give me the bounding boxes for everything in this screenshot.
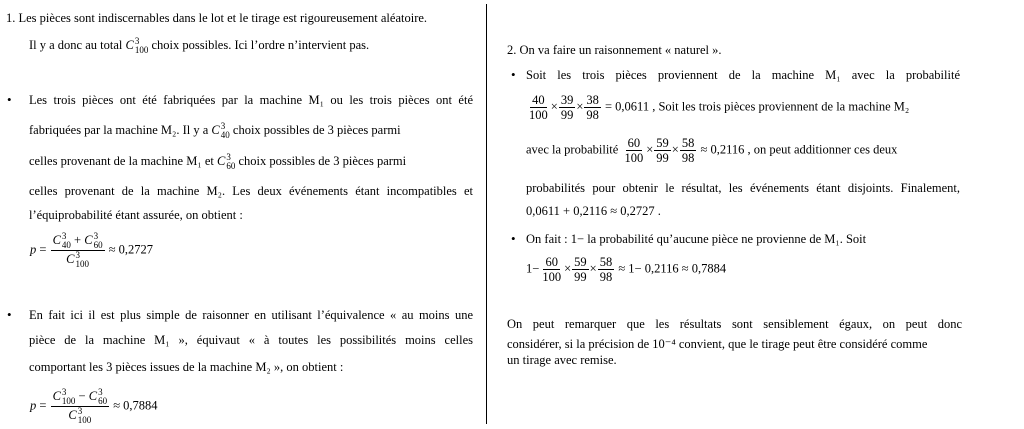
b1-line1: Les trois pièces ont été fabriquées par la machine M₁ ou les trois pièces ont été bbox=[29, 93, 473, 107]
b1-line2-b: choix possibles de 3 pièces parmi bbox=[232, 123, 401, 137]
b1-line3-b: choix possibles de 3 pièces parmi bbox=[238, 154, 407, 168]
rb1-line5: 0,0611 + 0,2116 ≈ 0,2727 . bbox=[526, 204, 661, 218]
eq1-result: ≈ 0,2727 bbox=[108, 242, 154, 257]
p1-line2-text-a: Il y a donc au total bbox=[29, 38, 123, 52]
rb1-line3-b: ≈ 0,2116 , on peut additionner ces deux bbox=[700, 142, 898, 157]
rb1-line4: probabilités pour obtenir le résultat, les événements étant disjoints. Finalement, bbox=[526, 181, 960, 195]
left-column bbox=[0, 0, 485, 429]
b1-line4: celles provenant de la machine M₂. Les deux événements étant incompatibles et bbox=[29, 184, 473, 198]
rb2-equation: 1− $\frac{60}{100}$ × $\frac{59}{99}$ × $\frac{58}{98}$ ≈ 1− 0,2116 ≈ 0,7884 bbox=[526, 255, 727, 284]
rb2-eq-tail: ≈ 1− 0,2116 ≈ 0,7884 bbox=[618, 261, 727, 276]
rb1-line1: Soit les trois pièces proviennent de la machine M₁ avec la probabilité bbox=[526, 68, 960, 82]
b2-line1: En fait ici il est plus simple de raisonner en utilisant l’équivalence « au moins une bbox=[29, 308, 473, 322]
rb2-line1: On fait : 1− la probabilité qu’aucune pièce ne provienne de M₁. Soit bbox=[526, 232, 867, 246]
bullet-dot: • bbox=[7, 307, 12, 322]
eq1-fraction: C 3 40 + C 3 60 C 3 100 bbox=[52, 231, 103, 269]
eq2-result: ≈ 0,7884 bbox=[113, 398, 158, 413]
comb-c40-3: C 3 40 bbox=[211, 121, 230, 141]
bullet-dot: • bbox=[511, 231, 516, 246]
b1-line2-a: fabriquées par la machine M₂. Il y a bbox=[29, 123, 209, 137]
column-divider bbox=[486, 4, 487, 424]
equation-2: p = C 3 100 − C 3 60 C 3 100 ≈ 0,7884 bbox=[30, 387, 158, 425]
conclusion-line3: un tirage avec remise. bbox=[507, 353, 617, 367]
b1-line3 bbox=[29, 153, 406, 171]
rb1-line3: avec la probabilité $\frac{60}{100}$ × $\frac{59}{99}$ × $\frac{58}{98}$ ≈ 0,2116 , on peut additionner ces deux bbox=[526, 136, 898, 165]
p1-line2-text-b: choix possibles. Ici l’ordre n’intervient pas. bbox=[151, 38, 370, 52]
b2-line2: pièce de la machine M₁ », équivaut « à toutes les possibilités moins celles bbox=[29, 333, 473, 347]
rb1-line2: $\frac{40}{100}$ × $\frac{39}{99}$ × $\frac{38}{98}$ = 0,0611 , Soit les trois pièces proviennent de la machine M₂ bbox=[529, 93, 910, 122]
rb2-eq-prefix: 1− bbox=[526, 261, 540, 276]
comb-c60-3: C 3 60 bbox=[216, 152, 236, 172]
comb-c100-3: C 3 100 bbox=[125, 36, 149, 56]
right-column bbox=[489, 0, 1024, 429]
p2-title: 2. On va faire un raisonnement « naturel ». bbox=[507, 43, 722, 57]
rb1-line3-a: avec la probabilité bbox=[526, 142, 619, 157]
bullet-dot: • bbox=[511, 67, 516, 82]
rb1-line2-tail: = 0,0611 , Soit les trois pièces proviennent de la machine M₂ bbox=[605, 99, 910, 114]
b2-line3: comportant les 3 pièces issues de la machine M₂ », on obtient : bbox=[29, 360, 344, 374]
b1-line2 bbox=[29, 122, 401, 140]
conclusion-line1: On peut remarquer que les résultats sont sensiblement égaux, on peut donc bbox=[507, 317, 962, 331]
p1-line1: 1. Les pièces sont indiscernables dans le lot et le tirage est rigoureusement aléatoire. bbox=[6, 11, 428, 25]
equation-1: p = C 3 40 + C 3 60 C 3 100 ≈ 0,2727 bbox=[30, 231, 154, 269]
conclusion-line2: considérer, si la précision de 10⁻⁴ convient, que le tirage peut être considéré comme bbox=[507, 337, 928, 351]
bullet-dot: • bbox=[7, 92, 12, 107]
b1-line5: l’équiprobabilité étant assurée, on obtient : bbox=[29, 208, 243, 222]
p1-line2 bbox=[29, 37, 369, 55]
eq2-fraction: C 3 100 − C 3 60 C 3 100 bbox=[52, 387, 108, 425]
b1-line3-a: celles provenant de la machine M₁ et bbox=[29, 154, 214, 168]
